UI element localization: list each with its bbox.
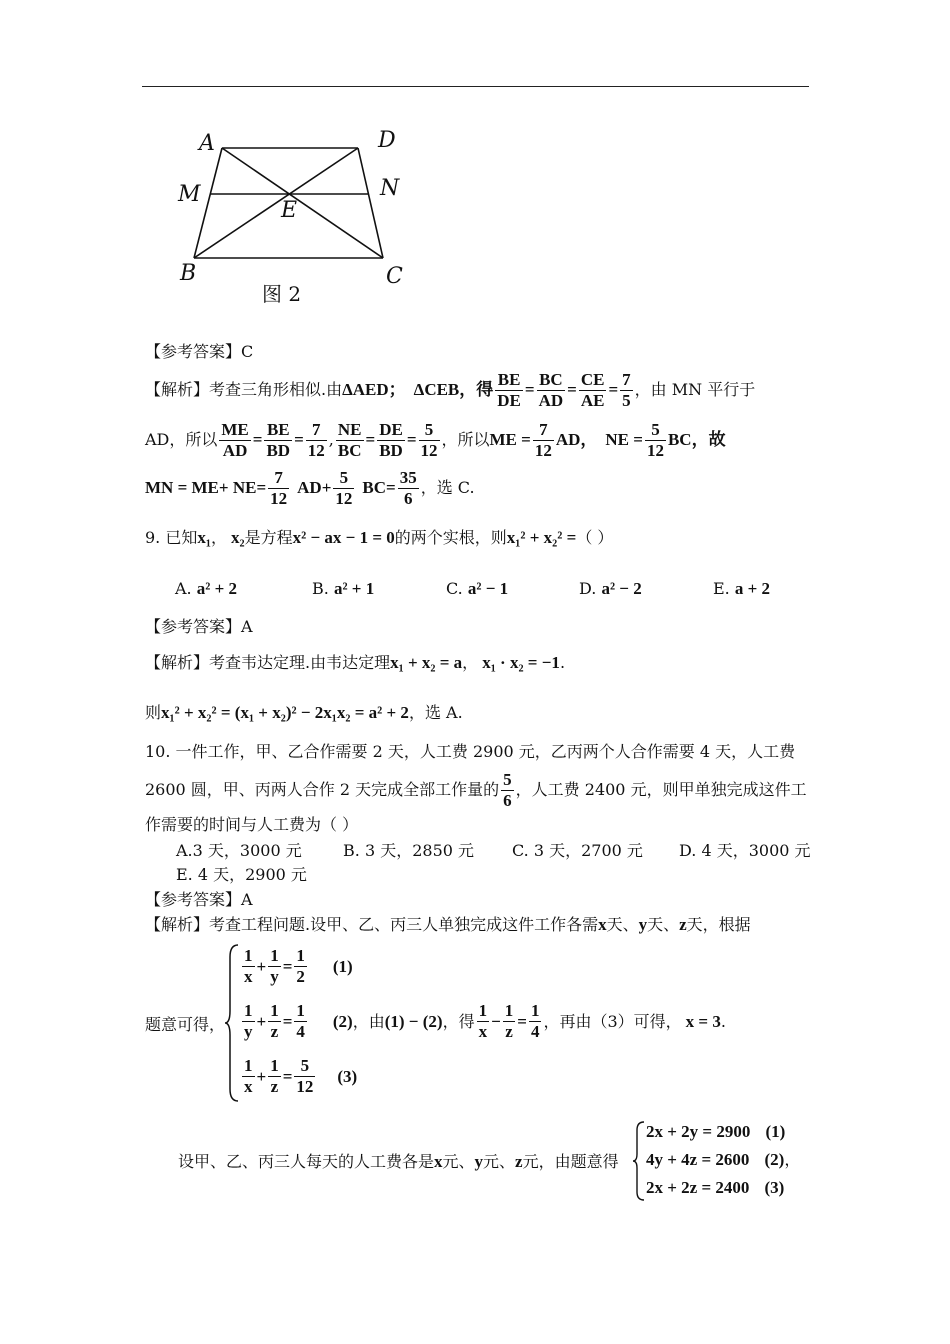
frac-5-12: $\frac{5}{12}$ bbox=[420, 419, 438, 460]
q8-tri1: ΔAED； bbox=[342, 380, 406, 399]
q9-analysis: 【解析】考查韦达定理.由韦达定理 x₁ + x₂ = a ， x₁ · x₂ = −1 . bbox=[145, 653, 566, 672]
diag-ac bbox=[222, 148, 383, 258]
point-label-a: A bbox=[199, 131, 215, 156]
q9-option-c: C. a² − 1 bbox=[446, 579, 509, 598]
q9-option-a: A. a² + 2 bbox=[175, 579, 238, 598]
frac-ne-bc: $\frac{NE}{BC}$ bbox=[337, 419, 362, 460]
q10-sys-row-2: $\frac{1}{y}$ + $\frac{1}{z}$ = $\frac{1}{4}$ (2) ，由 (1) − (2) ，得 $\frac{1}{x}$ − $\frac{1}{z}$ = $\frac{1}{4}$ ，再由（3）可得， x = 3 . bbox=[244, 1001, 726, 1041]
frac-be-de: $\frac{BE}{DE}$ bbox=[497, 369, 521, 410]
q10-analysis-line1: 【解析】考查工程问题.设甲、乙、丙三人单独完成这件工作各需 x 天、 y 天、 z 天，根据 bbox=[145, 915, 751, 934]
point-label-b: B bbox=[180, 261, 197, 286]
q10-cost-row-2: 4y + 4z = 2600 (2)， bbox=[646, 1150, 801, 1169]
q9-stem: 9. 已知 x₁ ， x₂ 是方程 x² − ax − 1 = 0 的两个实根，则 x₁² + x₂² = （ ） bbox=[145, 528, 614, 547]
q9-option-b: B. a² + 1 bbox=[312, 579, 375, 598]
frac-be-bd: $\frac{BE}{BD}$ bbox=[266, 419, 291, 460]
q9-option-e: E. a + 2 bbox=[713, 579, 771, 598]
q8-analysis-line1: 【解析】考查三角形相似.由 ΔAED； ΔCEB，得 $\frac{BE}{DE}$ = $\frac{BC}{AD}$ = $\frac{CE}{AE}$ = $\frac{7}{5}$ ，由 MN 平行于 bbox=[145, 369, 756, 410]
frac-ce-ae: $\frac{CE}{AE}$ bbox=[580, 369, 605, 410]
q9-option-d: D. a² − 2 bbox=[579, 579, 642, 598]
point-label-m: M bbox=[178, 182, 201, 207]
left-brace-icon bbox=[224, 943, 240, 1103]
q10-sys-row-3: $\frac{1}{x}$ + $\frac{1}{z}$ = $\frac{5}{12}$ (3) bbox=[244, 1056, 358, 1096]
q10-option-d: D. 4 天，3000 元 bbox=[679, 841, 811, 860]
q8-analysis-prefix: 【解析】考查三角形相似.由 bbox=[145, 380, 343, 399]
q10-stem-line1: 10. 一件工作，甲、乙合作需要 2 天，人工费 2900 元，乙丙两个人合作需要 4 天，人工费 bbox=[145, 742, 796, 761]
q9-answer: 【参考答案】A bbox=[145, 617, 253, 636]
q10-cost-row-3: 2x + 2z = 2400 (3) bbox=[646, 1178, 785, 1197]
q8-analysis-line3: MN = ME+ NE= $\frac{7}{12}$ AD+ $\frac{5}{12}$ BC= $\frac{35}{6}$ ，选 C. bbox=[145, 467, 475, 508]
point-label-n: N bbox=[380, 176, 400, 201]
q10-stem-line2: 2600 圆，甲、丙两人合作 2 天完成全部工作量的 $\frac{5}{6}$ ，人工费 2400 元，则甲单独完成这件工 bbox=[145, 769, 807, 810]
q8-line1-end: ，由 MN 平行于 bbox=[634, 380, 756, 399]
q8-tri2: ΔCEB，得 bbox=[413, 380, 494, 399]
q10-sys-prefix: 题意可得， bbox=[145, 1015, 226, 1034]
q10-option-b: B. 3 天，2850 元 bbox=[343, 841, 475, 860]
q10-stem-line3: 作需要的时间与人工费为（ ） bbox=[145, 815, 359, 834]
q8-answer: 【参考答案】C bbox=[145, 342, 254, 361]
left-brace-icon bbox=[632, 1120, 646, 1202]
q10-option-e: E. 4 天，2900 元 bbox=[176, 865, 307, 884]
q9-then: 则 x₁² + x₂² = (x₁ + x₂)² − 2x₁x₂ = a² + 2 ，选 A. bbox=[145, 703, 463, 722]
frac-7-5: $\frac{7}{5}$ bbox=[622, 369, 631, 410]
point-label-c: C bbox=[386, 264, 403, 289]
frac-7-12: $\frac{7}{12}$ bbox=[307, 419, 325, 460]
q10-option-a: A.3 天，3000 元 bbox=[176, 841, 302, 860]
q10-answer: 【参考答案】A bbox=[145, 890, 253, 909]
frac-de-bd: $\frac{DE}{BD}$ bbox=[379, 419, 403, 460]
frac-bc-ad: $\frac{BC}{AD}$ bbox=[538, 369, 564, 410]
point-label-d: D bbox=[378, 128, 396, 153]
figure-caption: 图 2 bbox=[262, 282, 302, 306]
q8-analysis-line2: AD，所以 $\frac{ME}{AD}$ = $\frac{BE}{BD}$ = $\frac{7}{12}$ , $\frac{NE}{BC}$ = $\frac{DE}{BD}$ = $\frac{5}{12}$ ，所以 ME = $\frac{7}{12}$ AD， NE = $\frac{5}{12}$ BC，故 bbox=[145, 419, 726, 460]
q10-cost-prefix: 设甲、乙、丙三人每天的人工费各是 x 元、 y 元、 z 元，由题意得 bbox=[178, 1152, 619, 1171]
q10-sys-row-1: $\frac{1}{x}$ + $\frac{1}{y}$ = $\frac{1}{2}$ (1) bbox=[244, 946, 353, 986]
frac-me-ad: $\frac{ME}{AD}$ bbox=[221, 419, 249, 460]
header-rule bbox=[142, 86, 809, 87]
q10-cost-row-1: 2x + 2y = 2900 (1) bbox=[646, 1122, 786, 1141]
point-label-e: E bbox=[281, 198, 298, 223]
q10-option-c: C. 3 天，2700 元 bbox=[512, 841, 643, 860]
edge-dc bbox=[358, 148, 383, 258]
frac-5-6: $\frac{5}{6}$ bbox=[503, 769, 512, 810]
